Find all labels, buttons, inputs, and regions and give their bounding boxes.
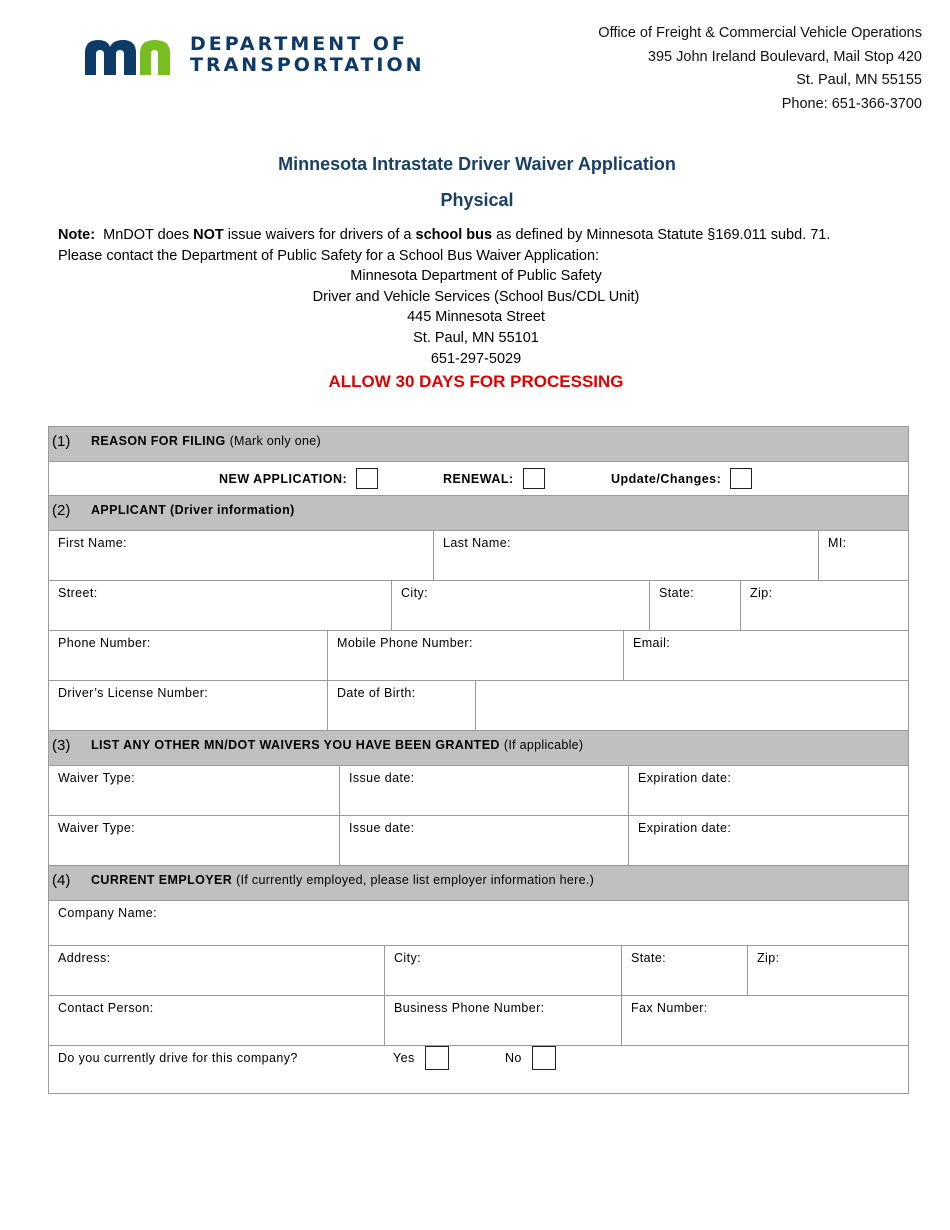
option-label: Update/Changes:	[611, 471, 722, 486]
waiver-issue-date-field[interactable]: Issue date:	[339, 816, 628, 865]
section-hint: (If currently employed, please list employer information here.)	[236, 873, 595, 887]
note-label: Note:	[58, 227, 96, 243]
option-new-application	[219, 468, 378, 489]
school-bus-note	[58, 225, 918, 266]
note-emphasis: NOT	[193, 227, 224, 243]
note-text: as defined by Minnesota Statute §169.011 subd. 71.	[496, 227, 831, 243]
waiver-type-field[interactable]: Waiver Type:	[58, 771, 136, 785]
dps-address-line: Minnesota Department of Public Safety	[350, 268, 602, 284]
processing-notice: ALLOW 30 DAYS FOR PROCESSING	[328, 372, 624, 391]
application-form	[48, 426, 909, 1094]
section-hint: (Mark only one)	[229, 434, 321, 448]
option-update-changes	[611, 468, 752, 489]
date-of-birth-field[interactable]: Date of Birth:	[327, 681, 475, 730]
no-label: No	[505, 1051, 522, 1065]
reason-options	[49, 461, 908, 495]
renewal-checkbox[interactable]	[523, 468, 545, 489]
office-line: St. Paul, MN 55155	[796, 72, 922, 88]
no-checkbox[interactable]	[532, 1046, 556, 1070]
option-renewal	[443, 468, 545, 489]
employer-state-field[interactable]: State:	[621, 946, 747, 995]
email-field[interactable]: Email:	[623, 631, 908, 680]
form-subtitle: Physical	[440, 190, 514, 210]
office-address	[598, 22, 922, 116]
logo-line-department: DEPARTMENT OF	[190, 33, 408, 55]
note-emphasis: school bus	[415, 227, 493, 243]
city-field[interactable]: City:	[391, 581, 649, 630]
business-phone-field[interactable]: Business Phone Number:	[384, 996, 621, 1045]
drive-for-company-row	[49, 1045, 908, 1093]
mn-logo-icon	[82, 35, 176, 75]
company-name-field[interactable]: Company Name:	[58, 906, 157, 920]
blank-cell	[475, 681, 908, 730]
waiver-issue-date-field[interactable]: Issue date:	[339, 766, 628, 815]
mobile-phone-field[interactable]: Mobile Phone Number:	[327, 631, 623, 680]
mndot-logo	[82, 34, 425, 76]
logo-line-transportation: TRANSPORTATION	[190, 54, 425, 76]
section-number: (3)	[52, 736, 71, 754]
section-applicant-header	[49, 495, 908, 530]
dps-address-line: 445 Minnesota Street	[407, 309, 545, 326]
logo-text	[190, 34, 425, 76]
state-field[interactable]: State:	[649, 581, 740, 630]
office-line: Office of Freight & Commercial Vehicle Operations	[598, 25, 922, 41]
waiver-expiration-date-field[interactable]: Expiration date:	[628, 766, 908, 815]
drive-question: Do you currently drive for this company?	[58, 1051, 298, 1065]
applicant-license-row	[49, 680, 908, 730]
street-field[interactable]: Street:	[58, 586, 98, 600]
new-application-checkbox[interactable]	[356, 468, 378, 489]
employer-company-row	[49, 900, 908, 945]
contact-person-field[interactable]: Contact Person:	[58, 1001, 154, 1015]
section-number: (2)	[52, 501, 71, 519]
section-number: (4)	[52, 871, 71, 889]
employer-city-field[interactable]: City:	[384, 946, 621, 995]
dps-phone: 651-297-5029	[430, 350, 522, 367]
waiver-type-field[interactable]: Waiver Type:	[58, 821, 136, 835]
applicant-contact-row	[49, 630, 908, 680]
yes-label: Yes	[393, 1051, 415, 1065]
fax-number-field[interactable]: Fax Number:	[621, 996, 908, 1045]
dps-address-line: Driver and Vehicle Services (School Bus/CDL Unit)	[312, 288, 640, 305]
section-waivers-header	[49, 730, 908, 765]
section-number: (1)	[52, 432, 71, 450]
waiver-row	[49, 765, 908, 815]
yes-checkbox[interactable]	[425, 1046, 449, 1070]
note-contact-line: Please contact the Department of Public Safety for a School Bus Waiver Application:	[58, 247, 600, 264]
section-employer-header	[49, 865, 908, 900]
applicant-address-row	[49, 580, 908, 630]
answer-yes	[393, 1046, 449, 1070]
dps-address-line: St. Paul, MN 55101	[413, 330, 539, 347]
office-line: 395 John Ireland Boulevard, Mail Stop 420	[647, 48, 922, 65]
section-label: CURRENT EMPLOYER	[91, 873, 233, 887]
note-text: issue waivers for drivers of a	[227, 227, 412, 243]
middle-initial-field[interactable]: MI:	[818, 531, 908, 580]
section-label: APPLICANT (Driver information)	[91, 503, 295, 517]
employer-contact-row	[49, 995, 908, 1045]
zip-field[interactable]: Zip:	[740, 581, 908, 630]
section-label: REASON FOR FILING	[91, 434, 226, 448]
last-name-field[interactable]: Last Name:	[433, 531, 818, 580]
update-changes-checkbox[interactable]	[730, 468, 752, 489]
first-name-field[interactable]: First Name:	[58, 536, 127, 550]
answer-no	[505, 1046, 556, 1070]
drivers-license-field[interactable]: Driver’s License Number:	[58, 686, 209, 700]
note-text: MnDOT does	[103, 227, 190, 243]
form-title: Minnesota Intrastate Driver Waiver Application	[278, 154, 676, 174]
waiver-expiration-date-field[interactable]: Expiration date:	[628, 816, 908, 865]
section-hint: (If applicable)	[503, 738, 584, 752]
section-label: LIST ANY OTHER MN/DOT WAIVERS YOU HAVE BEEN GRANTED	[91, 738, 500, 752]
employer-address-row	[49, 945, 908, 995]
applicant-name-row	[49, 530, 908, 580]
employer-address-field[interactable]: Address:	[58, 951, 111, 965]
option-label: NEW APPLICATION:	[219, 471, 348, 486]
office-phone: Phone: 651-366-3700	[781, 95, 922, 112]
dps-address	[0, 266, 950, 370]
waiver-row	[49, 815, 908, 865]
phone-number-field[interactable]: Phone Number:	[58, 636, 151, 650]
section-reason-header	[49, 426, 908, 461]
option-label: RENEWAL:	[443, 471, 514, 486]
employer-zip-field[interactable]: Zip:	[747, 946, 908, 995]
